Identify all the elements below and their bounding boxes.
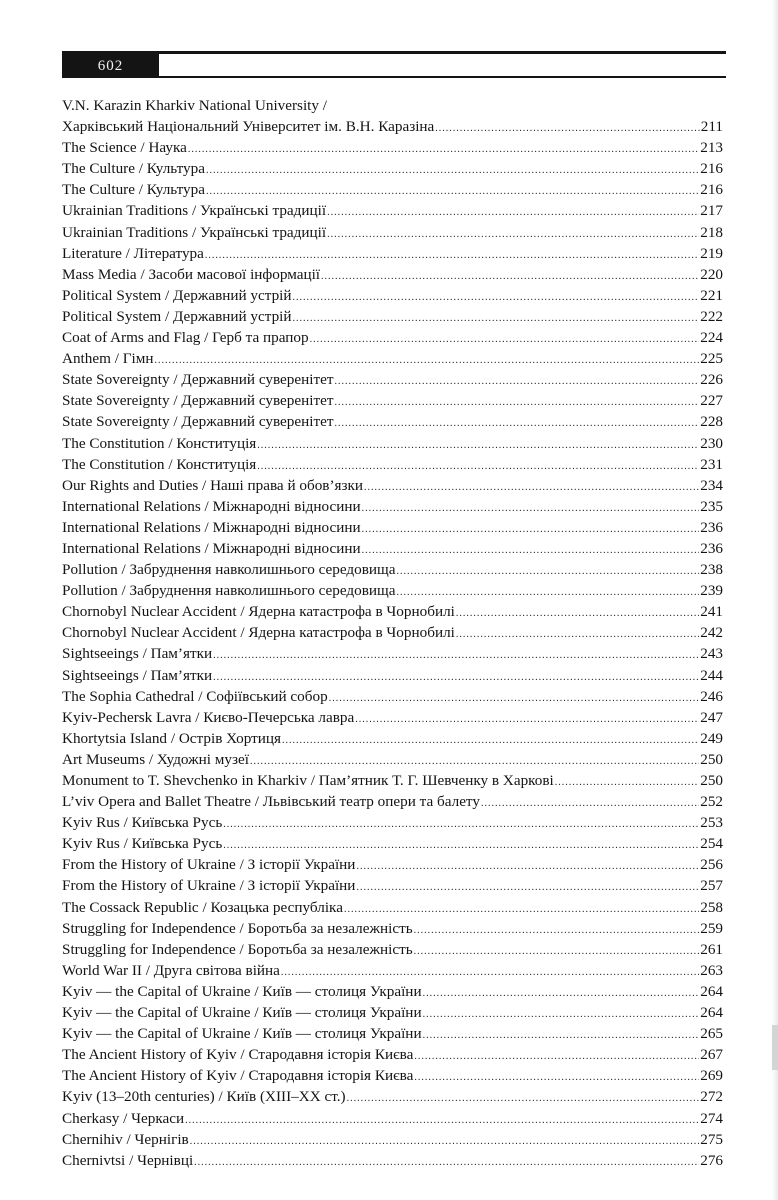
toc-dot-leader [364,477,699,498]
toc-entry [62,158,723,179]
toc-entry-title: The Culture / Культура [62,160,205,178]
page-edge-mark [772,1025,778,1070]
toc-entry-title: Cherkasy / Черкаси [62,1109,185,1127]
toc-entry-title: Kyiv Rus / Київська Русь [62,814,223,832]
toc-entry-title: Kyiv — the Capital of Ukraine / Київ — столиця України [62,1025,422,1043]
toc-entry-page: 216 [700,160,723,178]
toc-entry [62,854,723,875]
toc-entry-page: 254 [700,835,723,853]
toc-entry [62,601,723,622]
toc-entry-title: Political System / Державний устрій [62,307,292,325]
toc-entry-title: Chernihiv / Чернігів [62,1130,189,1148]
toc-dot-leader [335,371,700,392]
toc-entry [62,1023,723,1044]
toc-entry-title: The Constitution / Конституція [62,455,257,473]
toc-entry-page: 264 [700,982,723,1000]
toc-entry-title: Kyiv — the Capital of Ukraine / Київ — столиця України [62,982,422,1000]
toc-entry [62,116,723,137]
toc-dot-leader [414,1046,699,1067]
toc-dot-leader [223,814,699,835]
toc-entry [62,833,723,854]
toc-entry-title: International Relations / Міжнародні відносини [62,539,361,557]
toc-entry-page: 243 [700,645,723,663]
header-rule [159,51,726,54]
toc-entry-title: Pollution / Забруднення навколишнього середовища [62,582,396,600]
toc-dot-leader [250,751,699,772]
toc-entry [62,643,723,664]
toc-dot-leader [188,139,699,160]
toc-entry-title: Ukrainian Traditions / Українські традиції [62,223,327,241]
toc-entry-page: 236 [700,539,723,557]
toc-entry [62,707,723,728]
toc-entry-title: The Sophia Cathedral / Софіївський собор [62,687,328,705]
toc-dot-leader [414,1067,699,1088]
toc-entry [62,918,723,939]
toc-dot-leader [281,962,699,983]
toc-entry [62,1065,723,1086]
toc-entry-page: 221 [700,286,723,304]
toc-entry-page: 263 [700,961,723,979]
toc-dot-leader [396,561,699,582]
toc-entry [62,1086,723,1107]
toc-entry [62,939,723,960]
toc-entry-title: The Ancient History of Kyiv / Стародавня історія Києва [62,1067,414,1085]
toc-entry-page: 211 [700,118,723,136]
toc-entry-title: The Culture / Культура [62,181,205,199]
toc-dot-leader [344,899,699,920]
toc-entry-title: Ukrainian Traditions / Українські традиції [62,202,327,220]
toc-entry [62,812,723,833]
toc-entry [62,264,723,285]
toc-dot-leader [414,941,700,962]
toc-entry [62,665,723,686]
toc-entry-title: Kyiv-Pechersk Lavra / Києво-Печерська лавра [62,708,355,726]
toc-entry-title: The Constitution / Конституція [62,434,257,452]
toc-entry-title: The Science / Наука [62,139,187,157]
toc-entry-page: 216 [700,181,723,199]
toc-dot-leader [335,392,700,413]
toc-dot-leader [223,835,699,856]
toc-entry [62,137,723,158]
toc-entry-page: 226 [700,371,723,389]
toc-dot-leader [213,667,699,688]
toc-entry-title: Literature / Література [62,244,204,262]
toc-entry-heading: V.N. Karazin Kharkiv National University / [62,97,328,114]
toc-dot-leader [257,435,699,456]
toc-entry-page: 235 [700,497,723,515]
toc-entry-title: International Relations / Міжнародні відносини [62,518,361,536]
toc-entry-page: 257 [700,877,723,895]
toc-entry-title: Sightseeings / Пам’ятки [62,645,213,663]
toc-entry-page: 246 [700,687,723,705]
toc-dot-leader [185,1110,699,1131]
toc-entry [62,728,723,749]
toc-entry [62,1108,723,1129]
toc-entry [62,475,723,496]
toc-entry-page: 259 [700,919,723,937]
toc-dot-leader [423,1004,700,1025]
toc-entry-title: Pollution / Забруднення навколишнього середовища [62,561,396,579]
toc-entry [62,517,723,538]
toc-dot-leader [293,308,700,329]
toc-entry [62,222,723,243]
toc-entry [62,369,723,390]
toc-dot-leader [414,920,700,941]
toc-entry [62,454,723,475]
toc-entry-page: 231 [700,455,723,473]
toc-entry-page: 258 [700,898,723,916]
toc-entry-title: Chornobyl Nuclear Accident / Ядерна катастрофа в Чорнобилі [62,624,455,642]
page-number: 602 [62,51,159,78]
toc-entry [62,686,723,707]
toc-entry-page: 256 [700,856,723,874]
toc-dot-leader [356,856,699,877]
toc-entry-page: 219 [700,244,723,262]
toc-entry-page: 265 [700,1025,723,1043]
toc-entry-page: 269 [700,1067,723,1085]
toc-dot-leader [423,983,700,1004]
toc-dot-leader [356,877,699,898]
toc-entry-title: Mass Media / Засоби масової інформації [62,265,321,283]
toc-dot-leader [335,413,700,434]
toc-entry [62,580,723,601]
toc-dot-leader [362,540,700,561]
toc-entry-title: Khortytsia Island / Острів Хортиця [62,729,282,747]
toc-entry-title: From the History of Ukraine / З історії України [62,877,356,895]
toc-dot-leader [194,1152,699,1173]
toc-dot-leader [206,181,699,202]
toc-entry-page: 227 [700,392,723,410]
toc-entry-title: The Ancient History of Kyiv / Стародавня історія Києва [62,1046,414,1064]
toc-entry [62,411,723,432]
toc-dot-leader [321,266,699,287]
toc-entry-page: 253 [700,814,723,832]
toc-dot-leader [435,118,699,139]
toc-entry-page: 264 [700,1004,723,1022]
toc-dot-leader [347,1088,700,1109]
toc-entry [62,749,723,770]
toc-entry-title: Our Rights and Duties / Наші права й обов’язки [62,476,364,494]
toc-entry-title: State Sovereignty / Державний суверенітет [62,371,334,389]
header-rule-lower [159,76,726,78]
toc-entry [62,200,723,221]
page-header [62,51,726,78]
toc-entry-title: The Cossack Republic / Козацька республіка [62,898,343,916]
toc-entry-title: Art Museums / Художні музеї [62,750,249,768]
toc-entry [62,897,723,918]
toc-entry-title: Struggling for Independence / Боротьба за незалежність [62,919,413,937]
toc-entry [62,348,723,369]
toc-dot-leader [293,287,700,308]
toc-dot-leader [456,624,699,645]
toc-dot-leader [154,350,699,371]
toc-entry-page: 213 [700,139,723,157]
toc-dot-leader [329,688,700,709]
toc-entry-page: 275 [700,1130,723,1148]
toc-entry [62,327,723,348]
toc-entry-title: Chornobyl Nuclear Accident / Ядерна катастрофа в Чорнобилі [62,603,455,621]
toc-entry [62,538,723,559]
toc-entry-page: 272 [700,1088,723,1106]
toc-entry-page: 217 [700,202,723,220]
toc-entry-title: Anthem / Гімн [62,350,154,368]
toc-entry-page: 230 [700,434,723,452]
toc-entry-page: 228 [700,413,723,431]
toc-entry-page: 267 [700,1046,723,1064]
toc-entry-title: Political System / Державний устрій [62,286,292,304]
toc-entry [62,306,723,327]
toc-entry-title: From the History of Ukraine / З історії України [62,856,356,874]
toc-entry [62,243,723,264]
toc-entry-title: State Sovereignty / Державний суверенітет [62,413,334,431]
toc-entry [62,390,723,411]
toc-entry-page: 222 [700,307,723,325]
toc-entry-page: 236 [700,518,723,536]
toc-entry-title: International Relations / Міжнародні відносини [62,497,361,515]
toc-entry [62,981,723,1002]
toc-entry-title: Kyiv (13–20th centuries) / Київ (XIII–XX ст.) [62,1088,346,1106]
toc-dot-leader [310,329,700,350]
toc-dot-leader [213,645,699,666]
toc-entry-page: 242 [700,624,723,642]
toc-entry [62,179,723,200]
toc-entry-page: 225 [700,350,723,368]
toc-entry-title: Monument to T. Shevchenko in Kharkiv / Пам’ятник Т. Г. Шевченку в Харкові [62,772,554,789]
toc-entry-title: Coat of Arms and Flag / Герб та прапор [62,329,309,347]
toc-entry-page: 250 [700,750,723,768]
toc-dot-leader [355,709,699,730]
toc-dot-leader [206,160,699,181]
toc-entry-title: L’viv Opera and Ballet Theatre / Львівський театр опери та балету [62,793,480,811]
toc-entry [62,960,723,981]
toc-dot-leader [481,793,699,814]
toc-entry-page: 274 [700,1109,723,1127]
toc-dot-leader [555,772,699,793]
toc-entry [62,1044,723,1065]
toc-entry-page: 249 [700,729,723,747]
toc-entry-page: 234 [700,476,723,494]
toc-entry [62,1150,723,1171]
toc-entry-title: State Sovereignty / Державний суверенітет [62,392,334,410]
toc-entry-page: 238 [700,561,723,579]
toc-entry-page: 239 [700,582,723,600]
toc-dot-leader [396,582,699,603]
toc-entry-page: 218 [700,223,723,241]
toc-entry-page: 261 [700,940,723,958]
toc-dot-leader [362,519,700,540]
toc-entry [62,559,723,580]
toc-dot-leader [362,498,700,519]
toc-entry [62,875,723,896]
toc-entry-title: Struggling for Independence / Боротьба за незалежність [62,940,413,958]
toc-entry [62,770,723,791]
toc-dot-leader [190,1131,699,1152]
toc-entry-page: 250 [700,772,723,789]
toc-entry-title: Kyiv Rus / Київська Русь [62,835,223,853]
toc-entry [62,496,723,517]
toc-entry-page: 241 [700,603,723,621]
toc-entry-title: Sightseeings / Пам’ятки [62,666,213,684]
toc-entry-title: Харківський Національний Університет ім. В.Н. Каразіна [62,118,435,136]
toc-dot-leader [205,245,699,266]
toc-entry-page: 252 [700,793,723,811]
toc-entry [62,622,723,643]
toc-dot-leader [327,224,699,245]
table-of-contents [62,95,723,1171]
toc-entry-page: 224 [700,329,723,347]
toc-dot-leader [327,202,699,223]
toc-entry-page: 220 [700,265,723,283]
toc-entry-page: 244 [700,666,723,684]
toc-entry-title: Kyiv — the Capital of Ukraine / Київ — столиця України [62,1004,422,1022]
page-edge [772,0,778,1200]
toc-dot-leader [282,730,699,751]
toc-entry [62,285,723,306]
toc-entry-title: Chernivtsi / Чернівці [62,1151,194,1169]
toc-dot-leader [423,1025,700,1046]
toc-entry-title: World War II / Друга світова війна [62,961,280,979]
toc-entry-page: 247 [700,708,723,726]
toc-entry [62,1002,723,1023]
toc-dot-leader [257,456,699,477]
toc-entry [62,433,723,454]
toc-entry [62,791,723,812]
toc-entry-page: 276 [700,1151,723,1169]
toc-dot-leader [456,603,699,624]
toc-entry [62,1129,723,1150]
